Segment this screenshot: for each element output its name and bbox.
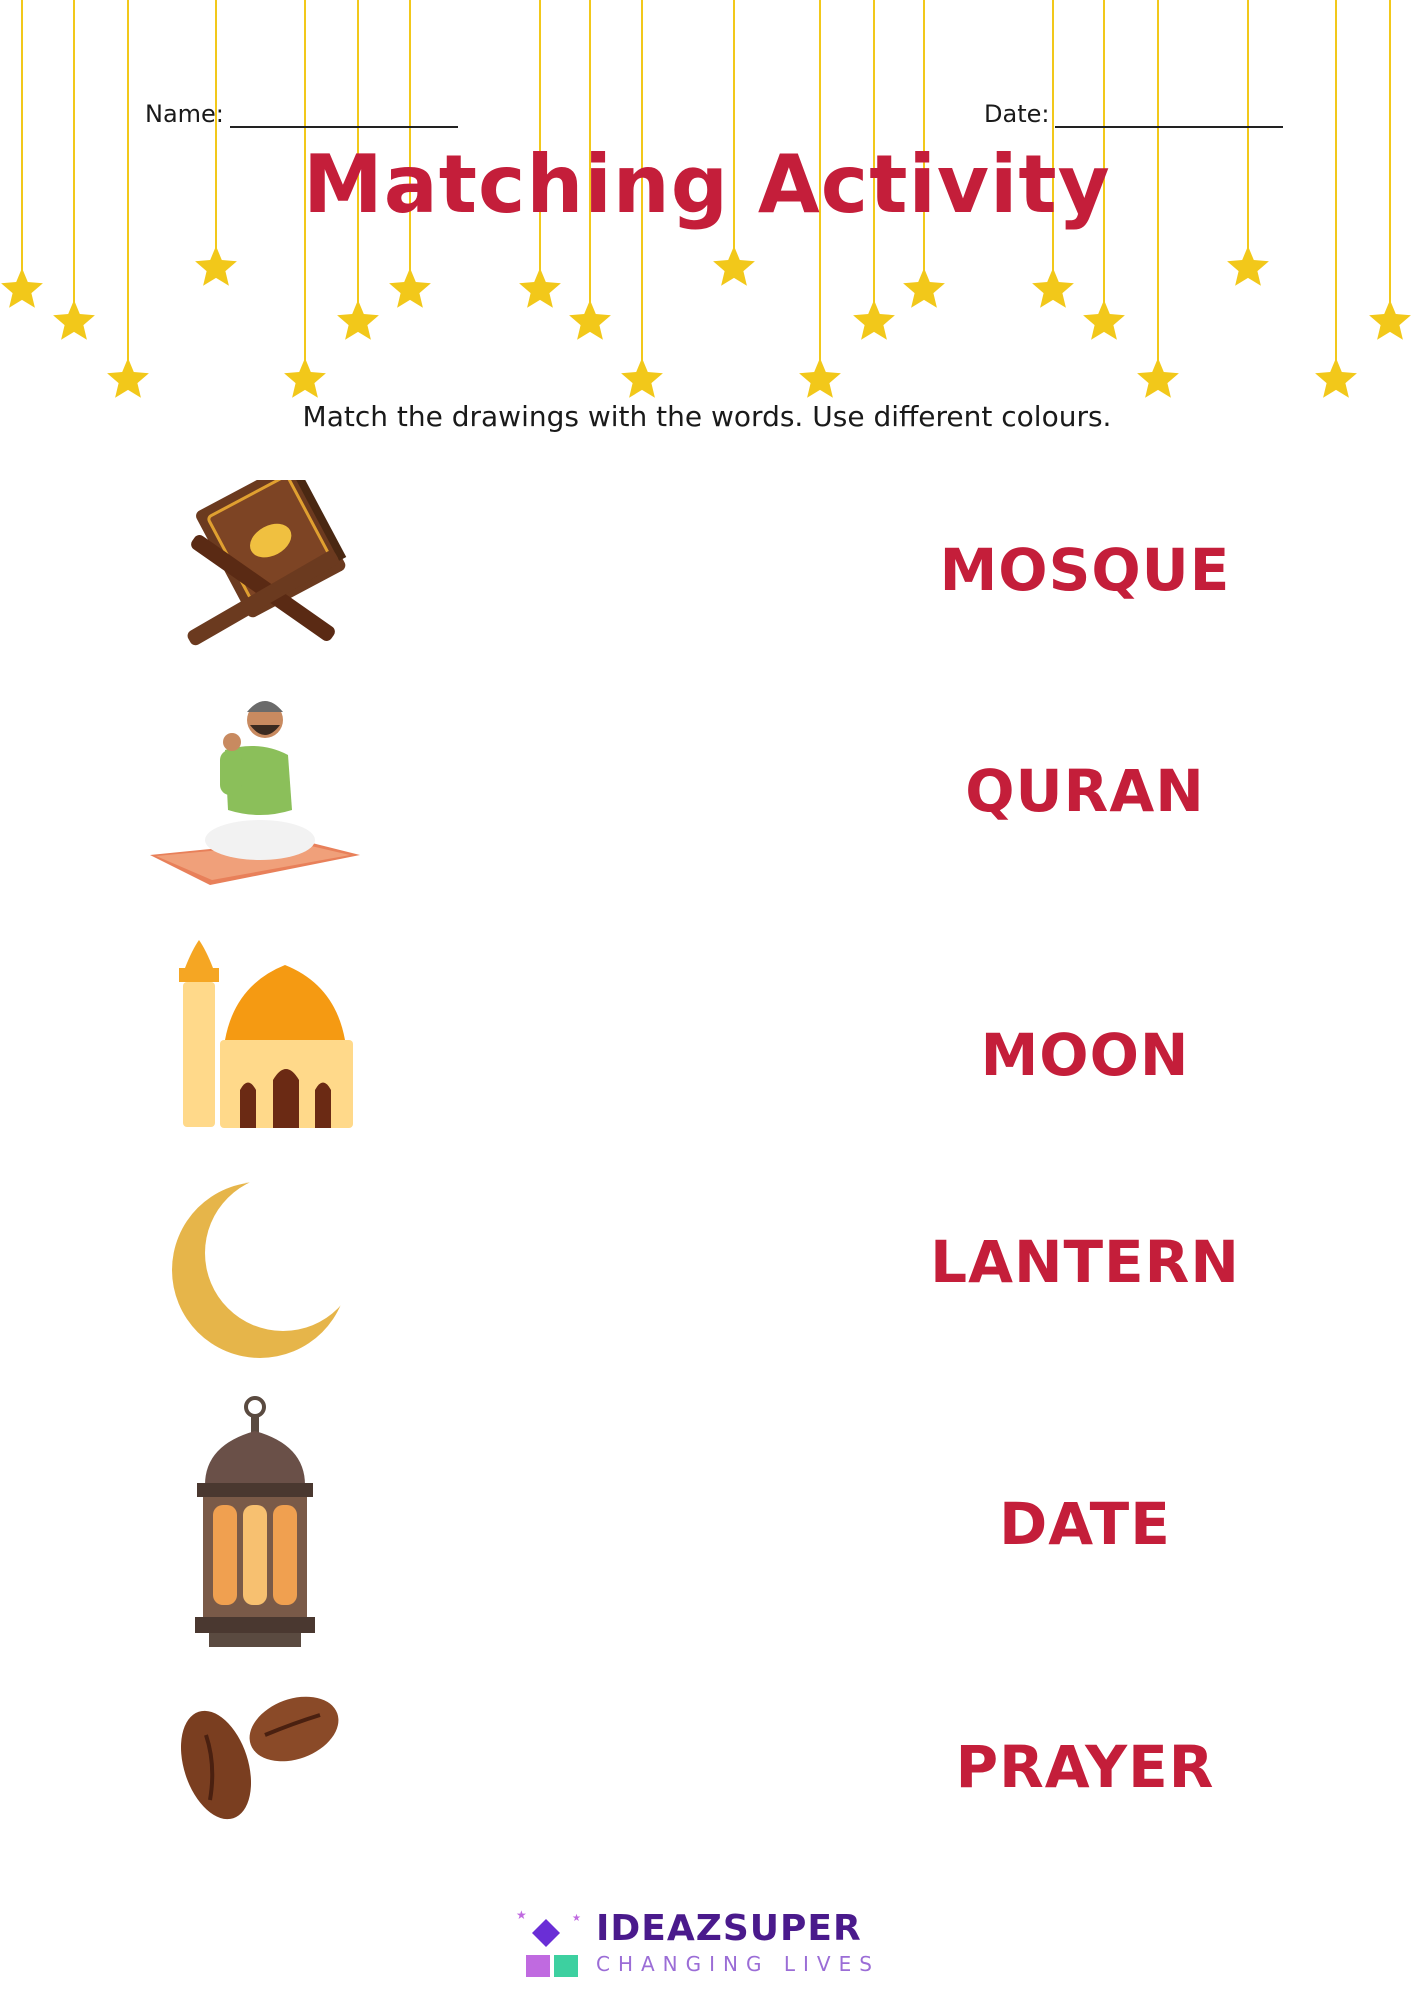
quran-on-stand-icon [158,480,358,660]
svg-text:★: ★ [516,1908,527,1922]
star-icon [195,246,237,286]
name-field[interactable] [145,100,458,128]
word-moon[interactable]: MOON [980,1021,1190,1089]
name-label: Name: [145,100,224,128]
word-lantern[interactable]: LANTERN [930,1228,1240,1296]
word-prayer[interactable]: PRAYER [955,1733,1215,1801]
word-mosque[interactable]: MOSQUE [939,536,1231,604]
star-icon [569,300,611,340]
date-field[interactable] [984,100,1283,128]
praying-man-icon [150,690,360,900]
star-icon [853,300,895,340]
star-icon [1032,268,1074,308]
name-line[interactable] [230,104,458,128]
star-icon [903,268,945,308]
page-title: Matching Activity [303,138,1111,231]
svg-text:★: ★ [572,1913,581,1924]
brand-tagline: CHANGING LIVES [596,1952,880,1976]
star-icon [284,358,326,398]
star-icon [1137,358,1179,398]
crescent-moon-icon [165,1175,355,1365]
word-date[interactable]: DATE [999,1490,1171,1558]
star-icon [389,268,431,308]
star-icon [107,358,149,398]
star-icon [621,358,663,398]
dates-fruit-icon [170,1685,350,1835]
brand-name: IDEAZSUPER [596,1908,862,1949]
star-icon [713,246,755,286]
star-icon [337,300,379,340]
star-icon [53,300,95,340]
instruction-text: Match the drawings with the words. Use different colours. [302,400,1112,433]
date-label: Date: [984,100,1050,128]
star-icon [1369,300,1411,340]
lantern-icon [185,1395,335,1655]
star-icon [1083,300,1125,340]
brand-logo-icon [512,1905,592,1983]
star-icon [519,268,561,308]
star-icon [799,358,841,398]
star-icon [1227,246,1269,286]
date-line[interactable] [1055,104,1283,128]
mosque-icon [165,940,355,1130]
star-icon [1315,358,1357,398]
word-quran[interactable]: QURAN [965,757,1205,825]
star-icon [1,268,43,308]
